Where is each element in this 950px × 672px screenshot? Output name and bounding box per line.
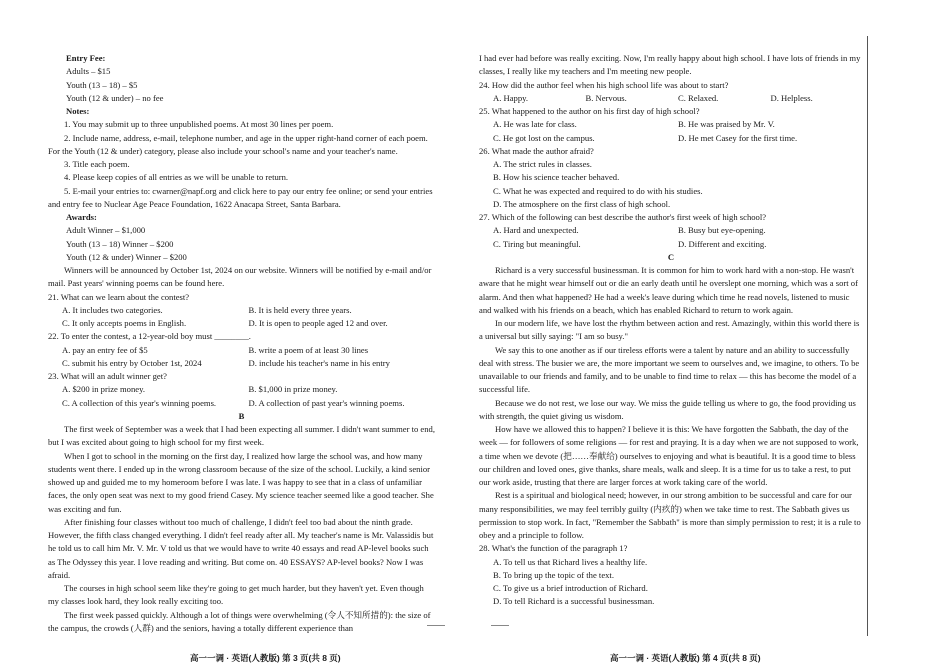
answer-option: B. Busy but eye-opening. (678, 225, 766, 236)
answer-option: D. The atmosphere on the first class of high school. (493, 198, 671, 209)
awards-heading: Awards: (66, 212, 97, 222)
section-c-heading: C (667, 251, 675, 262)
page-edge-line (867, 36, 868, 636)
answer-option: A. $200 in prize money. (62, 384, 145, 395)
answer-option: A. pay an entry fee of $5 (62, 344, 148, 355)
passage-paragraph: How have we allowed this to happen? I believe it is this: We have forgotten the Sabbath, the day of the week — for followers of some religions — for rest and praying. It is a day when we are not supposed to work, a time when we devote (把……奉献给) ourselves to enjoying and what is beautiful. It is a good time to bless our children and loved ones, give thanks, share meals, walk and sleep. It is a time for us to take a rest, to put our work aside, trusting that there are larger forces at work taking care of the world. (479, 424, 859, 487)
answer-option: C. A collection of this year's winning poems. (62, 397, 217, 408)
passage-b-continued: I had ever had before was really exciting. Now, I'm really happy about high school. I have lots of friends in my classes, I really like my teachers and I'm meeting new people. (479, 53, 861, 77)
section-b-heading: B (238, 410, 245, 421)
answer-options (479, 92, 863, 105)
question (479, 211, 863, 251)
answer-options (479, 158, 863, 211)
awards-list (48, 224, 435, 264)
answer-options (479, 118, 863, 145)
question (479, 105, 863, 145)
answer-options (48, 304, 435, 331)
fold-mark (491, 625, 509, 626)
entry-fee-item: Youth (12 & under) – no fee (66, 92, 164, 103)
answer-option: D. A collection of past year's winning poems. (248, 397, 405, 408)
award-item: Youth (12 & under) Winner – $200 (66, 251, 187, 262)
question-stem: 21. What can we learn about the contest? (48, 291, 190, 302)
winners-paragraph: Winners will be announced by October 1st, 2024 on our website. Winners will be notified by e-mail and/or mail. Past years' winning poems can be found here. (48, 265, 432, 289)
footer-page-4: 高一一调 · 英语(人教版) 第 4 页(共 8 页) (610, 653, 761, 663)
question-stem: 28. What's the function of the paragraph 1? (479, 543, 628, 554)
note-item: 1. You may submit up to three unpublished poems. At most 30 lines per poem. (64, 119, 334, 130)
entry-fee-item: Youth (13 – 18) – $5 (66, 79, 138, 90)
award-item: Youth (13 – 18) Winner – $200 (66, 238, 174, 249)
question-stem: 24. How did the author feel when his high school life was about to start? (479, 79, 729, 90)
answer-option: B. write a poem of at least 30 lines (248, 344, 369, 355)
answer-option: A. Hard and unexpected. (493, 225, 579, 236)
answer-option: A. It includes two categories. (62, 304, 163, 315)
passage-paragraph: When I got to school in the morning on the first day, I realized how large the school was, and how many students went there. I ended up in the wrong classroom because of the size of the school. Luckily, a kind senior showed up and guided me to my homeroom before I was late. I was happy to see that in a class of unfamiliar faces, the only open seat was next to my good friend Casey. My science teacher seemed like a good teacher. She was exciting and fun. (48, 450, 434, 514)
answer-option: C. What he was expected and required to do with his studies. (493, 185, 703, 196)
question (48, 370, 435, 410)
notes-list (48, 118, 435, 211)
answer-option: C. Relaxed. (678, 92, 719, 103)
passage-paragraph: Richard is a very successful businessman. It is common for him to work hard with a non-stop. He wasn't aware that he might wear himself out or die an early death until he overslept one morning, which was a sort of alarm. And then what happened? He had a week's leave during which time he read novels, listened to music and walked with his friends on a beach, which has enabled Richard to return to work again. (479, 265, 858, 315)
question (479, 542, 863, 608)
answer-option: B. How his science teacher behaved. (493, 172, 620, 183)
questions-a (48, 291, 435, 410)
answer-option: B. Nervous. (585, 92, 627, 103)
answer-option: A. He was late for class. (493, 119, 577, 130)
right-page (479, 52, 863, 609)
questions-c (479, 542, 863, 608)
left-page (48, 52, 435, 635)
passage-b (48, 423, 435, 635)
note-item: 2. Include name, address, e-mail, telephone number, and age in the upper right-hand corner of each poem. For the Youth (12 & under) category, please also include your school's name and your teacher's name. (48, 132, 428, 156)
passage-paragraph: Rest is a spiritual and biological need; however, in our strong ambition to be successful and care for our many responsibilities, we may feel terribly guilty (内疚的) when we take time to rest. The Sabbath gives us permission to stop work. In fact, "Remember the Sabbath" is more than simply permission to rest; it is a rule to obey and a principle to follow. (479, 490, 861, 540)
answer-option: B. $1,000 in prize money. (248, 384, 338, 395)
questions-b (479, 79, 863, 251)
answer-option: D. Different and exciting. (678, 238, 767, 249)
passage-paragraph: After finishing four classes without too much of challenge, I didn't feel too bad about the ninth grade. However, the fifth class changed everything. I didn't feel ready after all. My teacher's name is Mr. Valassidis but he told us to call him Mr. V. Mr. V told us that we would have to write 40 essays and read AP-level books such as The Odyssey this year. I love reading and writing. But come on. 40 ESSAYS? AP-level books? Now I was afraid. (48, 516, 434, 580)
answer-option: C. submit his entry by October 1st, 2024 (62, 357, 202, 368)
answer-options (479, 224, 863, 251)
entry-fee-heading: Entry Fee: (66, 53, 106, 63)
question-stem: 22. To enter the contest, a 12-year-old boy must ________. (48, 331, 251, 342)
answer-option: C. To give us a brief introduction of Richard. (493, 583, 648, 593)
question-stem: 25. What happened to the author on his first day of high school? (479, 106, 700, 116)
passage-c (479, 264, 863, 542)
answer-option: B. It is held every three years. (248, 304, 352, 315)
footer-page-3: 高一一调 · 英语(人教版) 第 3 页(共 8 页) (190, 653, 341, 663)
question-stem: 27. Which of the following can best describe the author's first week of high school? (479, 212, 767, 222)
answer-option: A. To tell us that Richard lives a healthy life. (493, 556, 648, 567)
answer-options (48, 344, 435, 371)
notes-heading: Notes: (66, 106, 90, 116)
question (479, 145, 863, 211)
answer-option: B. To bring up the topic of the text. (493, 569, 614, 580)
answer-option: D. Helpless. (770, 92, 813, 103)
answer-option: D. He met Casey for the first time. (678, 132, 798, 143)
award-item: Adult Winner – $1,000 (66, 225, 146, 236)
answer-option: D. It is open to people aged 12 and over. (248, 318, 388, 328)
answer-option: C. It only accepts poems in English. (62, 318, 187, 328)
passage-paragraph: The courses in high school seem like they're going to get much harder, but they haven't yet. Even though my classes look hard, they look really exciting too. (48, 583, 424, 607)
note-item: 4. Please keep copies of all entries as we will be unable to return. (64, 172, 289, 183)
passage-paragraph: The first week passed quickly. Although a lot of things were overwhelming (令人不知所措的): the size of the campus, the crowds (人群) and the seniors, having a totally different experience than (48, 609, 431, 633)
answer-option: D. include his teacher's name in his entry (248, 357, 390, 368)
entry-fee-item: Adults – $15 (66, 66, 111, 77)
answer-option: C. He got lost on the campus. (493, 132, 595, 143)
question-stem: 26. What made the author afraid? (479, 145, 594, 156)
question (479, 79, 863, 106)
passage-paragraph: Because we do not rest, we lose our way. We miss the guide telling us where to go, the food providing us with strength, the quiet giving us wisdom. (479, 397, 856, 421)
answer-option: B. He was praised by Mr. V. (678, 119, 775, 130)
passage-paragraph: We say this to one another as if our tireless efforts were a talent by nature and an ability to successfully deal with stress. The busier we are, the more important we seem to ourselves and, we imagine, to others. To be unavailable to our friends and family, and to be unable to find time to relax — this has become the model of a successful life. (479, 344, 860, 395)
answer-options (479, 556, 863, 609)
answer-option: D. To tell Richard is a successful businessman. (493, 596, 655, 607)
entry-fee-list (48, 65, 435, 105)
question-stem: 23. What will an adult winner get? (48, 371, 167, 381)
passage-paragraph: In our modern life, we have lost the rhythm between action and rest. Amazingly, within this world there is a universal but silly saying: "I am so busy." (479, 318, 860, 342)
answer-option: A. Happy. (493, 92, 529, 103)
question (48, 330, 435, 370)
question (48, 291, 435, 331)
note-item: 3. Title each poem. (64, 159, 130, 169)
answer-option: C. Tiring but meaningful. (493, 238, 581, 249)
passage-paragraph: The first week of September was a week that I had been expecting all summer. I didn't want summer to end, but I was excited about going to high school for my first week. (48, 424, 435, 448)
answer-option: A. The strict rules in classes. (493, 159, 592, 169)
note-item: 5. E-mail your entries to: cwarner@napf.org and click here to pay our entry fee online; or send your entries and entry fee to Nuclear Age Peace Foundation, 1622 Anacapa Street, Santa Barbara. (48, 185, 433, 209)
answer-options (48, 383, 435, 410)
